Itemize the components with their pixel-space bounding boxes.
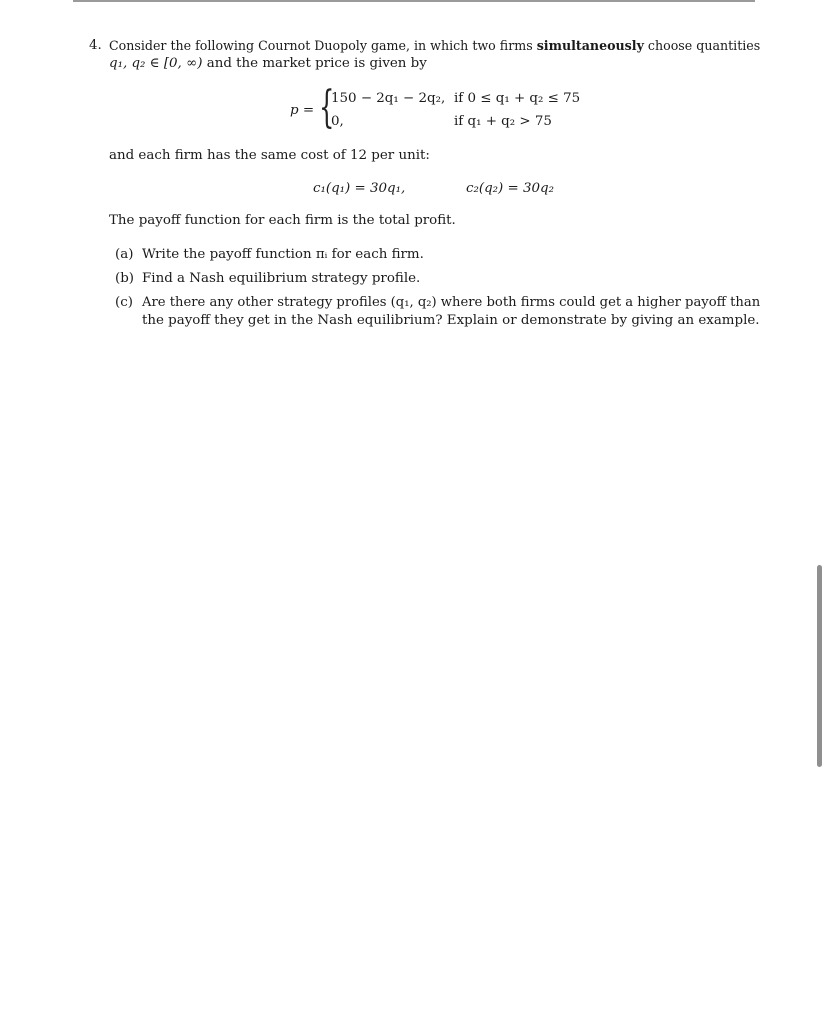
case1-expression: 150 − 2q₁ − 2q₂,	[331, 91, 446, 106]
part-c-label: (c)	[115, 295, 133, 310]
part-b-label: (b)	[115, 271, 135, 286]
quantity-domain: q₁, q₂ ∈ [0, ∞)	[109, 56, 203, 71]
intro-line-2-text: and the market price is given by	[206, 56, 427, 71]
part-b-text: Find a Nash equilibrium strategy profile.	[142, 271, 421, 286]
price-lhs: p =	[290, 103, 315, 118]
vertical-scrollbar[interactable]	[817, 565, 822, 767]
piecewise-brace: {	[319, 82, 335, 133]
part-a-label: (a)	[115, 247, 134, 262]
intro-line-2	[109, 56, 427, 72]
cost-text: and each firm has the same cost of 12 per unit:	[109, 148, 430, 163]
cost-function-1: c₁(q₁) = 30q₁,	[313, 181, 406, 196]
intro-bold-word: simultaneously	[536, 38, 644, 54]
payoff-text: The payoff function for each firm is the total profit.	[109, 213, 456, 228]
part-c-text: Are there any other strategy profiles (q₁, q₂) where both firms could get a higher payoff than	[142, 295, 761, 310]
case1-condition: if 0 ≤ q₁ + q₂ ≤ 75	[454, 91, 581, 106]
part-a-text: Write the payoff function πᵢ for each firm.	[142, 247, 424, 262]
part-c-text-line-2: the payoff they get in the Nash equilibrium? Explain or demonstrate by giving an example.	[142, 313, 760, 328]
problem-number: 4.	[89, 38, 102, 53]
intro-text-a: Consider the following Cournot Duopoly game, in which two firms	[109, 39, 533, 54]
intro-line-1	[109, 38, 760, 55]
case2-expression: 0,	[331, 114, 344, 129]
intro-text-b: choose quantities	[647, 39, 761, 54]
cost-function-2: c₂(q₂) = 30q₂	[466, 181, 554, 196]
case2-condition: if q₁ + q₂ > 75	[454, 114, 552, 129]
